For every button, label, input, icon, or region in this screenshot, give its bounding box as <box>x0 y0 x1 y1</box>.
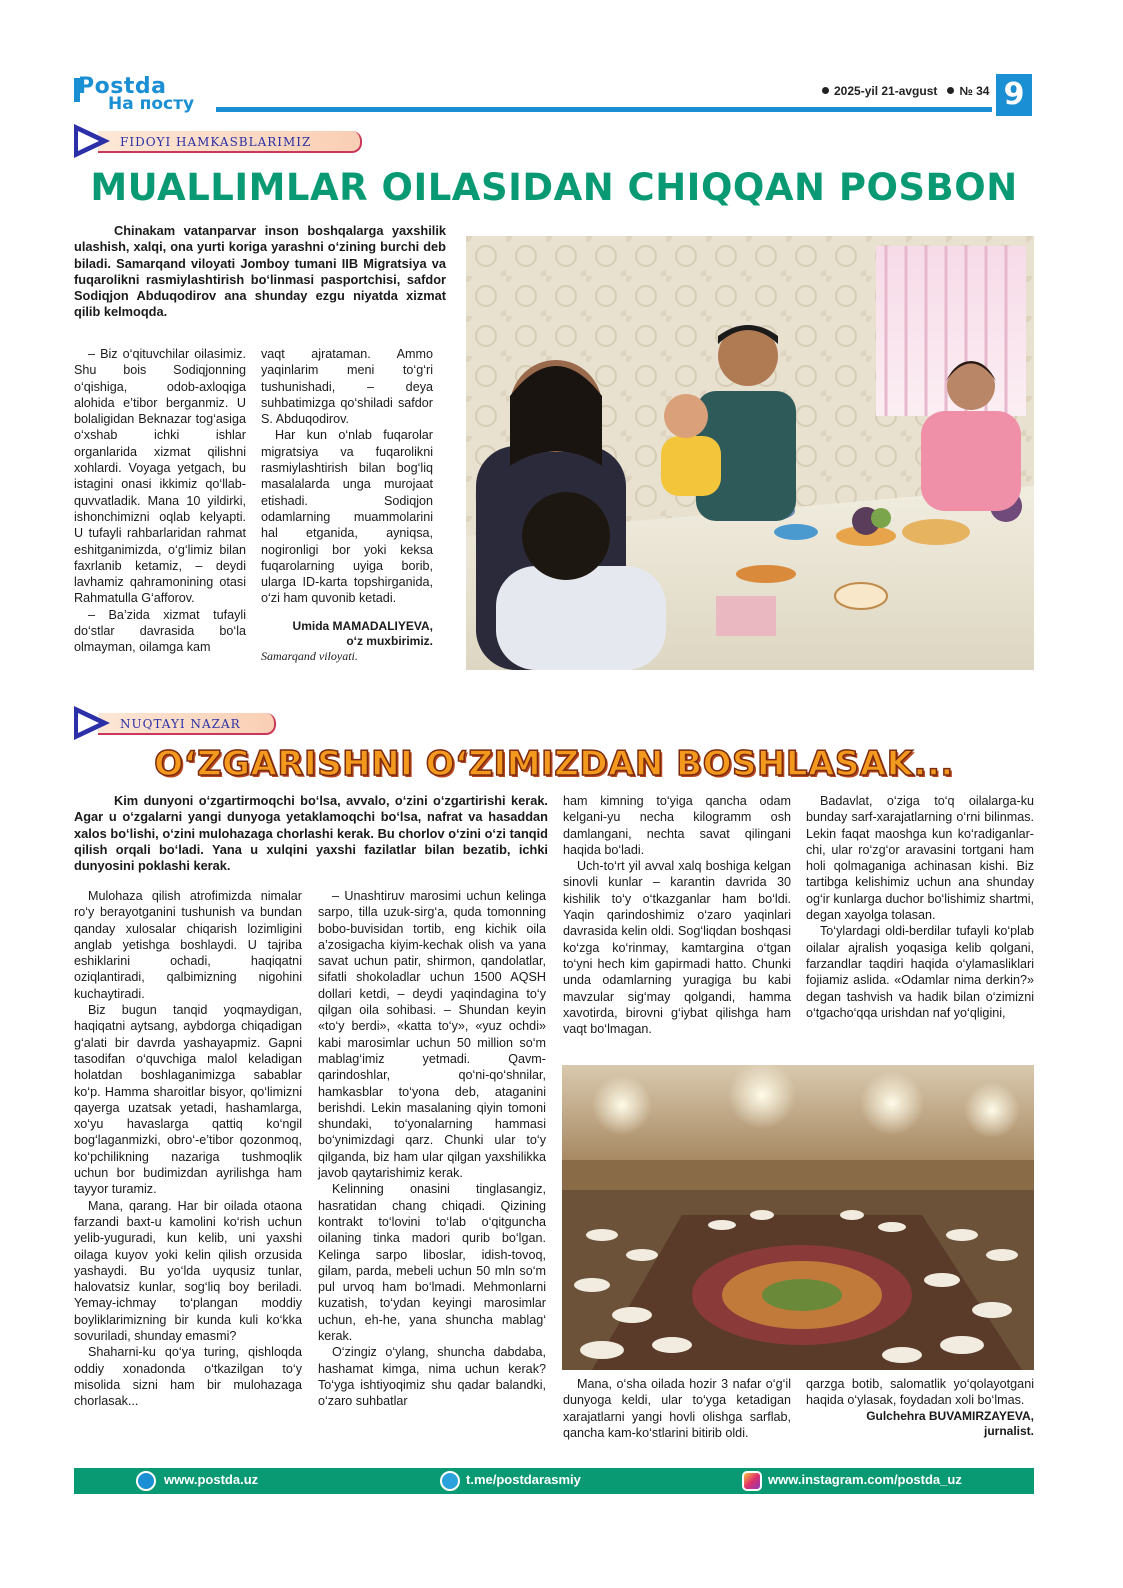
author-name: Umida MAMADALIYEVA, <box>292 618 433 633</box>
website-link[interactable]: www.postda.uz <box>164 1472 259 1487</box>
header-rule <box>216 107 992 112</box>
bullet-icon <box>947 87 954 94</box>
article1-column-1: – Biz o‘qituvchilar oilasimiz. Shu bois Sodiqjonning o‘qishiga, odob-axloqiga alohida e’tibor berganmiz. U bolaligidan Beknazar tog‘asiga o‘xshab ichki ishlar organlarida xizmat qilishni xohlardi. Voyaga yetgach, bu istagini onasi ikkimiz qo‘llab-quvvatladik. Mana 10 yildirki, ishonchimizni oqlab kelyapti. U tufayli rahbarlaridan rahmat eshitganimizda, o‘g‘limiz bilan faxrlanib ketamiz, – deydi lavhamiz qahramonining otasi Rahmatulla G‘afforov. – Ba’zida xizmat tufayli do‘stlar davrasida bo‘la olmayman, oilamga kam <box>74 347 246 655</box>
rubric-label: NUQTAYI NAZAR <box>120 717 241 731</box>
wedding-hall-photo <box>562 1065 1034 1370</box>
author-role: jurnalist. <box>983 1423 1034 1438</box>
article2-column-3-continued: Mana, o‘sha oilada hozir 3 nafar o‘g‘il dunyoga keldi, ular to‘yga ketadigan xarajatlarni yangi hovli olishga sarflab, qancha kam-ko‘stlarini bitirib oldi. <box>563 1377 791 1440</box>
rubric-label: FIDOYI HAMKASBLARIMIZ <box>120 135 312 149</box>
article2-column-4: Badavlat, o‘ziga to‘q oilalarga-ku bunday sarf-xarajatlarning o‘rni bilinmas. Lekin faqat maoshga kun ko‘radiganlar-chi, ular ro‘zg‘or aravasini tortgani ham holi qolmaganiga achinasan kishi. Biz tartibga kelishimiz uchun ana shunday og‘ir kunlarga duchor bo‘lishimiz shartmi, degan xayolga tolasan. To‘ylardagi oldi-berdilar tufayli ko‘plab oilalar ajralish yoqasiga kelib qolgani, farzandlar taqdiri haqida o‘ylamasliklari fojiamiz aslida. «Odamlar nima derkin?» degan tashvish va hadik bilan o‘zimizni o‘tgacho‘qqa urishdan naf yo‘qligini, <box>806 794 1034 1020</box>
logo <box>74 74 204 114</box>
article2-column-4-continued: qarzga botib, salomatlik yo‘qolayotgani haqida o‘ylasak, foydadan xoli bo‘lmas. Gulchehra BUVAMIRZAYEVA, jurnalist. <box>806 1377 1034 1438</box>
article2-lead: Kim dunyoni o‘zgartirmoqchi bo‘lsa, avvalo, o‘zini o‘zgartirishi kerak. Agar u o‘zgalarni yangi dunyoga yetaklamoqchi bo‘lsa, nafrat va hasaddan xalos bo‘lishi, o‘zini mulohazaga chorlashi kerak. Bu chorlov o‘zini o‘zi tanqid qilish orqali bo‘ladi. Yana u xulqini yaxshi fazilatlar bilan bezatib, ichki dunyosini poklashi kerak. <box>74 793 548 874</box>
telegram-link[interactable]: t.me/postdarasmiy <box>466 1472 581 1487</box>
logo-line2: На посту <box>108 94 195 114</box>
wedding-hall-illustration <box>562 1065 1034 1370</box>
family-photo-illustration <box>466 236 1034 670</box>
author-role: o‘z muxbirimiz. <box>346 633 433 648</box>
article1-column-2: vaqt ajrataman. Ammo yaqinlarim meni to‘g‘ri tushunishadi, – deya suhbatimizga qo‘shiladi safdor S. Abduqodirov. Har kun o‘nlab fuqarolar migratsiya va fuqarolikni rasmiylashtirish bilan bog‘liq masalalarda unga murojaat etishadi. Sodiqjon odamlarning muammolarini hal etganida, ayniqsa, nogironligi bor yoki keksa fuqarolarning uyiga borib, ularga ID-karta topshirganida, o‘zi ham quvonib ketadi. Umida MAMADALIYEVA, o‘z muxbirimiz. Samarqand viloyati. <box>261 347 433 663</box>
article2-headline: O‘ZGARISHNI O‘ZIMIZDAN BOSHLASAK... <box>154 744 954 784</box>
issue-number: № 34 <box>959 84 990 98</box>
globe-icon <box>136 1471 156 1491</box>
article1-signature <box>261 619 433 664</box>
rubric-tag <box>74 124 364 158</box>
footer-bar <box>74 1468 1034 1494</box>
issue-info <box>822 84 989 98</box>
article1-lead: Chinakam vatanparvar inson boshqalarga yaxshilik ulashish, xalqi, ona yurti koriga yarashni o‘zining burchi deb biladi. Samarqand viloyati Jomboy tumani IIB Migratsiya va fuqarolikni rasmiylashtirish bo‘linmasi pasportchisi, safdor Sodiqjon Abduqodirov ana shunday ezgu niyatda xizmat qilib kelmoqda. <box>74 223 446 320</box>
issue-date: 2025-yil 21-avgust <box>834 84 938 98</box>
article1-headline: MUALLIMLAR OILASIDAN CHIQQAN POSBON <box>90 166 1018 209</box>
family-photo <box>466 236 1034 670</box>
instagram-icon <box>742 1471 762 1491</box>
article2-signature <box>806 1409 1034 1439</box>
article2-column-1: Mulohaza qilish atrofimizda nimalar ro‘y berayotganini tushunish va bundan qanday xulosalar chiqarish lozimligini anglab yetishga boshlaydi. U tajriba eshiklarini ochadi, haqiqatni oziqlantiradi, qalbimizning nigohini kuchaytiradi. Biz bugun tanqid yoqmaydigan, haqiqatni aytsang, aybdorga chiqadigan g‘alati bir davrda yashayapmiz. Gapni tasodifan o‘quvchiga malol keladigan holatdan boshlaganimizga sabablar ko‘p. Hamma sharoitlar bisyor, qo‘limizni qayerga uzatsak yetadi, hashamlarga, xo‘yu havaslarga qattiq ko‘ngil bog‘laganmizki, obro‘-e’tibor qozonmoq, ko‘pchilikning nazariga tushmoqlik uchun bor budimizdan ayrilishga ham tayyor turamiz. Mana, qarang. Har bir oilada otaona farzandi baxt-u kamolini ko‘rish uchun yelib-yuguradi, kun kelib, uni yaxshi oilaga kuyov yoki kelin qilish orzusida yashaydi. Bu yo‘lda uyqusiz tunlar, halovatsiz kunlar, sog‘liq boy beriladi. Yemay-ichmay to‘plangan moddiy boyliklarimizning bir kunda kuli ko‘kka sovuriladi, shunday emasmi? Shaharni-ku qo‘ya turing, qishloqda oddiy xonadonda o‘tkazilgan to‘y misolida sizni ham bir mulohazaga chorlasak... <box>74 889 302 1409</box>
instagram-link[interactable]: www.instagram.com/postda_uz <box>768 1472 962 1487</box>
bullet-icon <box>822 87 829 94</box>
telegram-icon <box>440 1471 460 1491</box>
article2-column-2: – Unashtiruv marosimi uchun kelinga sarpo, tilla uzuk-sirg‘a, quda tomonning bobo-buvisidan tortib, eng kichik oila a’zosigacha kiyim-kechak olish va yana savat uchun patir, shirmon, qandolatlar, sifatli shokoladlar uchun 1500 AQSH dollari ketdi, – deydi yaqindagina to‘y qilgan oila sohibasi. – Shundan keyin «to‘y berdi», «katta to‘y», «yuz ochdi» kabi marosimlar uchun 50 million so‘m mablag‘imiz yetmadi. Qavm-qarindoshlar, qo‘ni-qo‘shnilar, hamkasblar to‘yona deb, ataganini berishdi. Lekin masalaning qiyin tomoni shundaki, to‘yonalarning hammasi bo‘ynimizdagi qarz. Chunki ular to‘y qilganda, biz ham ular qilgan yaxshilikka javob qaytarishimiz kerak. Kelinning onasini tinglasangiz, hasratidan chang chiqadi. Qizining kontrakt to‘lovini to‘lab o‘qitguncha oilaning tinka madori qurib bo‘lgan. Kelinga sarpo liboslar, idish-tovoq, gilam, parda, mebeli uchun 50 mln so‘m pul urvoq ham bo‘lmadi. Mehmonlarni kuzatish, to‘ydan keyingi marosimlar uchun, eh-he, yana shuncha mablag‘ kerak. O‘zingiz o‘ylang, shuncha dabdaba, hashamat kimga, nima uchun kerak? To‘yga ishtiyoqimiz shu qadar balandki, o‘zaro suhbatlar <box>318 889 546 1409</box>
rubric-tag <box>74 706 284 740</box>
author-region: Samarqand viloyati. <box>261 648 358 663</box>
page-number: 9 <box>996 74 1032 116</box>
article2-column-3: ham kimning to‘yiga qancha odam kelgani-yu necha kilogramm osh damlangani, nechta savat qilingani haqida bo‘ladi. Uch-to‘rt yil avval xalq boshiga kelgan sinovli kunlar – karantin davrida 30 kishilik to‘y o‘tkazganlar ham bo‘ldi. Yaqin qarindoshimiz o‘zaro yaqinlari davrasida kelin oldi. Sog‘liqdan boshqasi ko‘zga ko‘rinmay, kamtargina o‘tgan to‘yni hech kim gapirmadi hatto. Chunki unda odamlarning yuragiga bu kabi mavzular sig‘may qolgandi, hamma xavotirda, birovni g‘iybat qilishga ham vaqt bo‘lmagan. <box>563 794 791 1037</box>
logo-line1: Postda <box>78 74 167 99</box>
author-name: Gulchehra BUVAMIRZAYEVA, <box>866 1408 1034 1423</box>
